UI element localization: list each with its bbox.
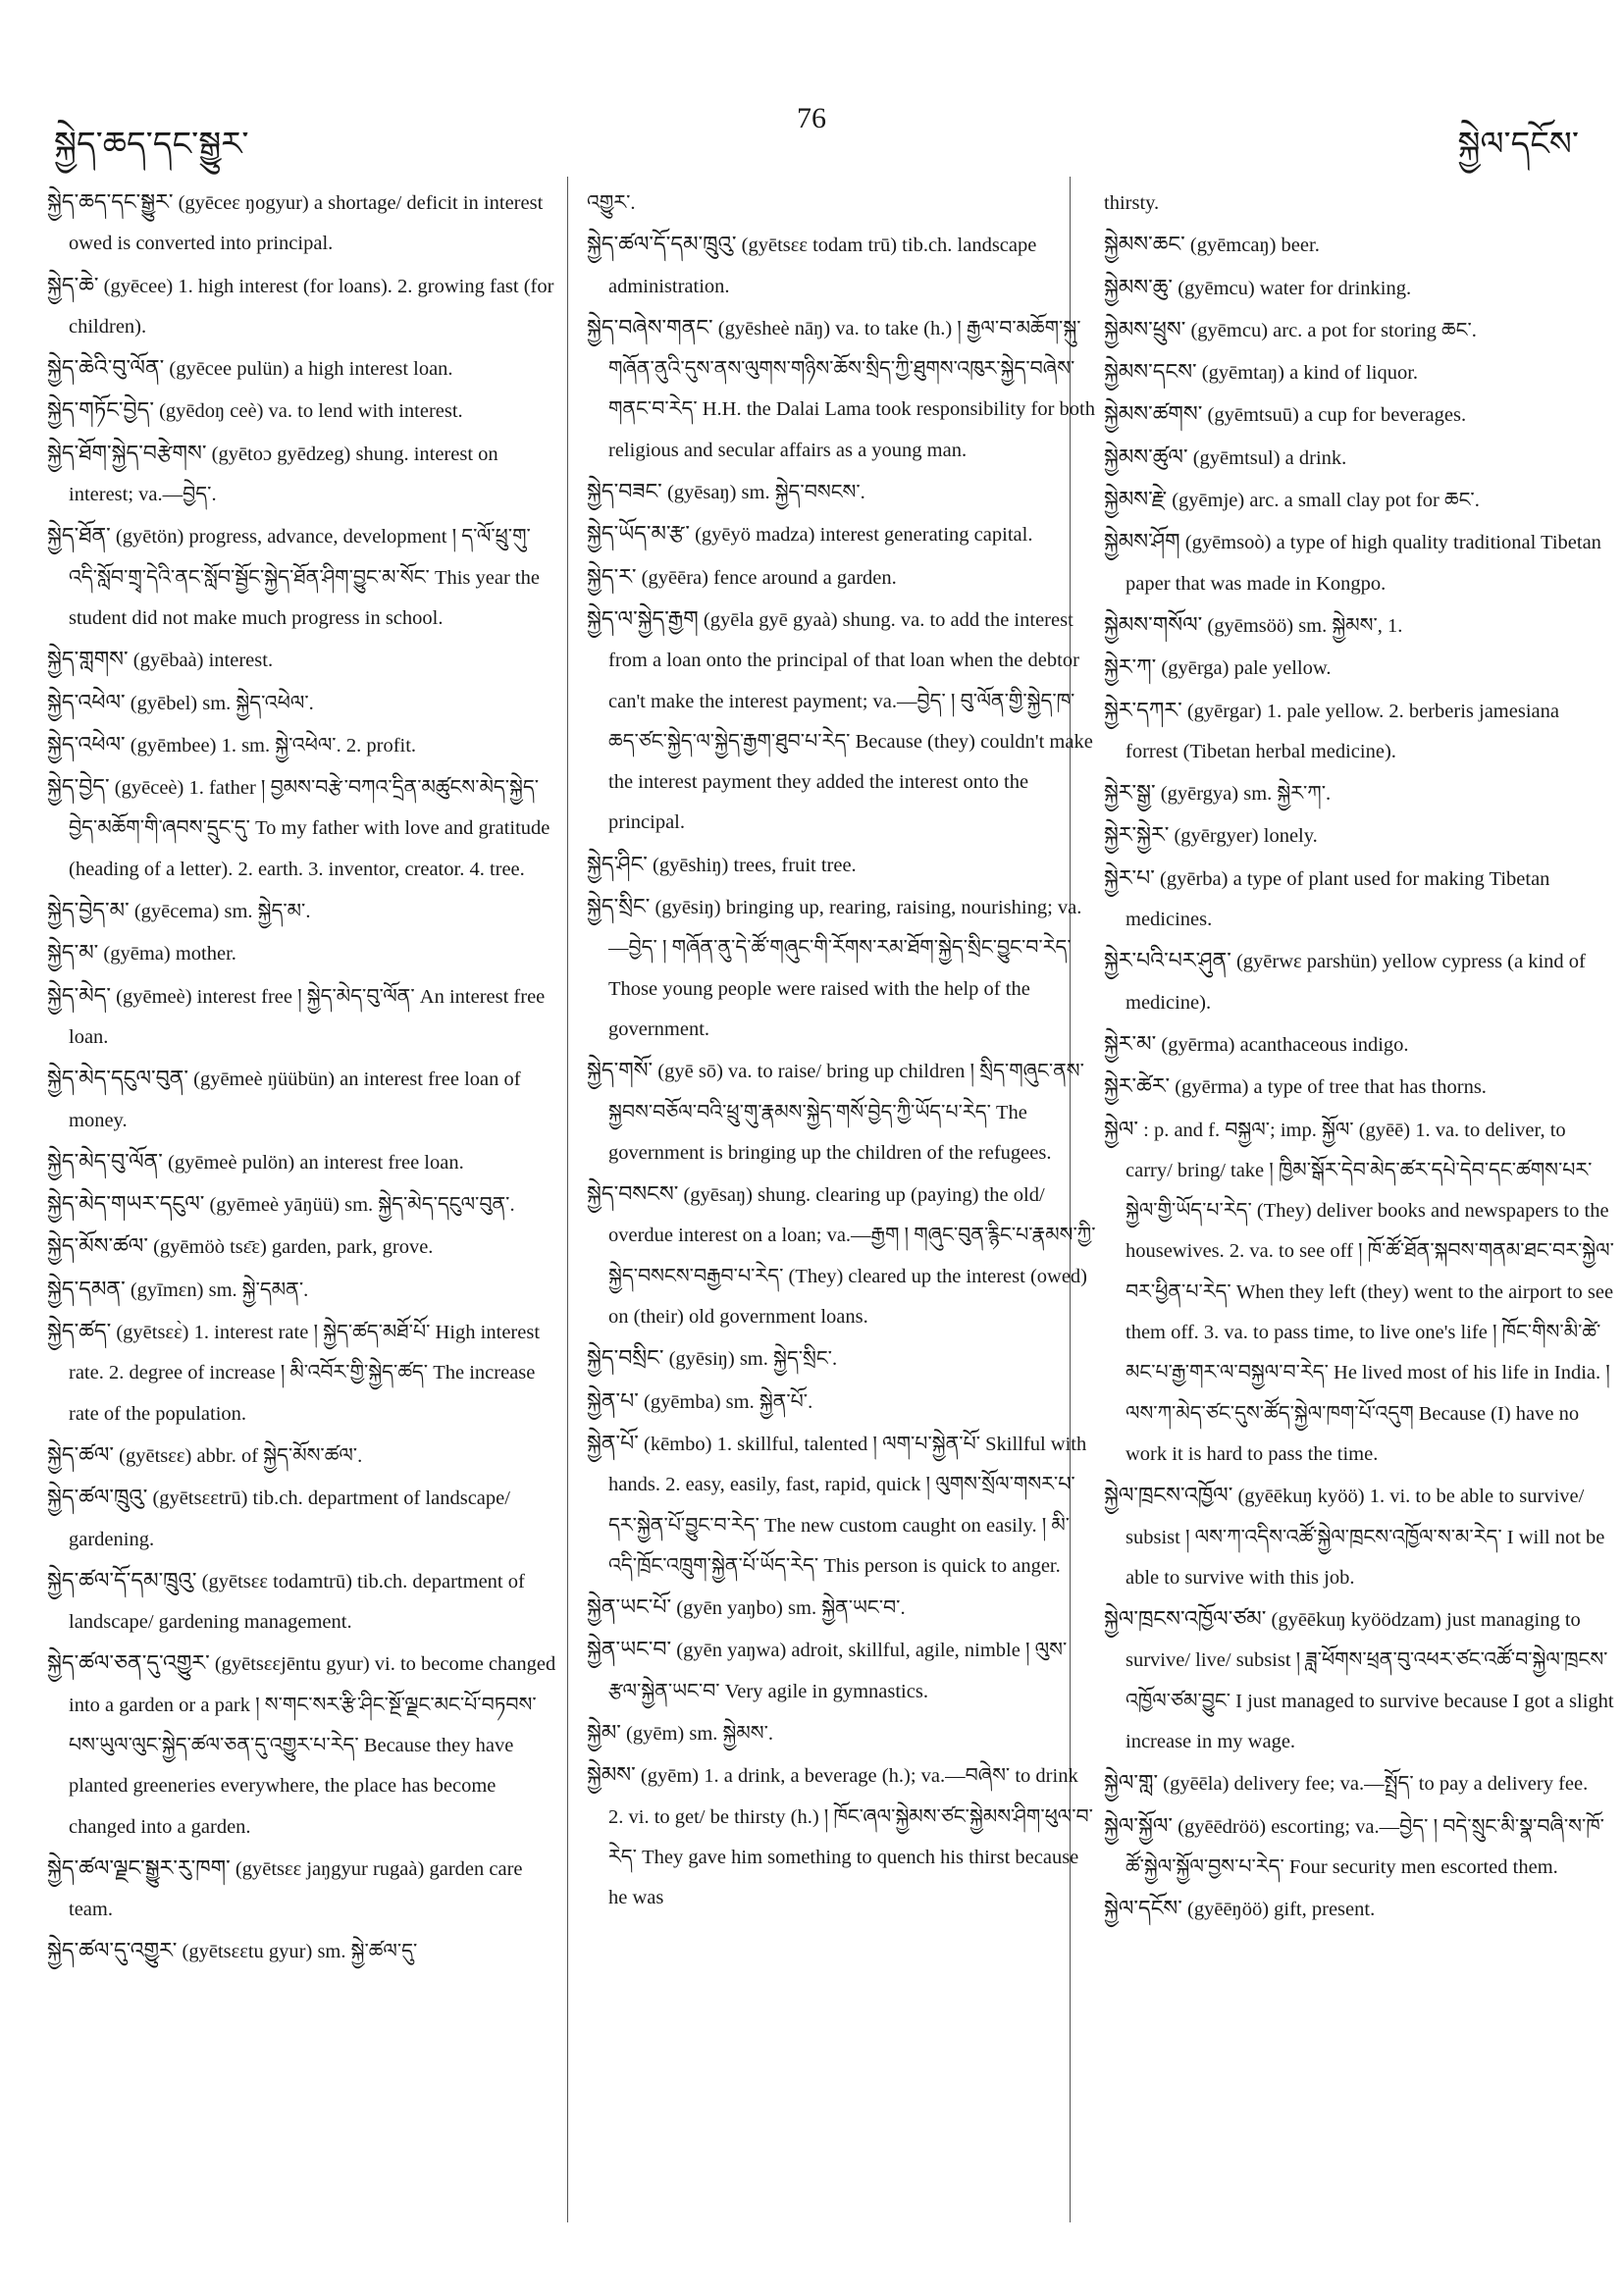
entry-headword: སྐྱེད་བསྲིང་ bbox=[587, 1345, 664, 1371]
entry-definition: a type of tree that has thorns. bbox=[1253, 1076, 1487, 1099]
entry-pronunciation: (gyēmba) bbox=[644, 1390, 721, 1413]
dictionary-column-2 bbox=[587, 182, 1097, 1918]
dictionary-entry bbox=[587, 1754, 1097, 1918]
entry-definition: water for drinking. bbox=[1259, 277, 1412, 299]
entry-definition: interest. bbox=[208, 650, 274, 672]
entry-pronunciation: (gyērma) bbox=[1161, 1033, 1235, 1056]
entry-headword: སྐྱེད་གསོ་ bbox=[587, 1058, 654, 1083]
dictionary-entry bbox=[587, 1712, 1097, 1754]
entry-headword: སྐྱེད་གཏོང་བྱེད་ bbox=[47, 397, 154, 423]
entry-definition: delivery fee; va.—སྤྲོད་ to pay a delivery fee. bbox=[1233, 1773, 1589, 1796]
entry-pronunciation: (gyētsɛɛ todamtrū) bbox=[201, 1570, 352, 1592]
entry-headword: སྐྱེར་པའི་པར་ཤུན་ bbox=[1104, 948, 1231, 973]
entry-pronunciation: (gyēmcaŋ) bbox=[1189, 235, 1277, 257]
entry-headword: སྐྱེད་གླགས་ bbox=[47, 647, 129, 672]
entry-headword: སྐྱེད་མེད་བུ་ལོན་ bbox=[47, 1148, 163, 1174]
entry-definition: 1. skillful, talented ། ལག་པ་སྐྱེན་པོ་ Skillful with hands. 2. easy, easily, fast, rapid, quick ། ལུགས་སྲོལ་གསར་པ་དར་སྐྱེན་པོ་བྱུང་བ་རེད་ The new custom caught on easily. ། མི་འདི་ཁྲོང་འཁྲུག་སྐྱེན་པོ་ཡོད་རེད་ This person is quick to anger. bbox=[608, 1433, 1087, 1577]
entry-definition: interest generating capital. bbox=[819, 524, 1033, 547]
entry-headword: སྐྱེར་སྐྱེར་ bbox=[1104, 822, 1170, 848]
dictionary-entry bbox=[1104, 224, 1614, 266]
entry-pronunciation: (gyēceè) bbox=[114, 777, 184, 800]
entry-pronunciation: (gyētsɛɛ̀) bbox=[116, 1322, 189, 1344]
dictionary-entry bbox=[47, 1643, 557, 1847]
entry-definition: vi. to become changed into a garden or a park ། ས་གང་སར་རྩི་ཤིང་སྔོ་ལྗང་མང་པོ་བཏབས་པས་ཡུལ་ལུང་སྐྱེད་ཚལ་ཅན་དུ་འགྱུར་པ་རེད་ Because they have planted greeneries everywhere, the place has become changed into a garden. bbox=[69, 1653, 556, 1838]
entry-pronunciation: (gyērba) bbox=[1160, 867, 1229, 890]
entry-definition: an interest free loan. bbox=[299, 1151, 464, 1174]
entry-headword: སྐྱེད་ཐོན་ bbox=[47, 523, 111, 548]
entry-headword: སྐྱེད་ཚལ་ bbox=[47, 1441, 115, 1467]
entry-pronunciation: (gyēma) bbox=[103, 943, 171, 965]
entry-definition: sm. སྐྱེམས་. bbox=[689, 1722, 774, 1745]
dictionary-entry bbox=[1104, 437, 1614, 479]
entry-pronunciation: (gyēshiŋ) bbox=[653, 854, 729, 876]
entry-definition: 1. sm. སྐྱེ་འཕེལ་. 2. profit. bbox=[221, 734, 417, 757]
entry-definition: a type of plant used for making Tibetan medicines. bbox=[1126, 867, 1550, 931]
entry-definition: just managing to survive/ live/ subsist ། ཟླ་ཕོགས་ཕྲན་བུ་འཕར་ཙང་འཚོ་བ་སྐྱེལ་ཁྲངས་འཁྱོལ་ཙམ་བྱུང་ I just managed to survive because I got a slight increase in my wage. bbox=[1126, 1609, 1614, 1752]
dictionary-entry bbox=[587, 599, 1097, 844]
entry-pronunciation: (gyērgar) bbox=[1186, 700, 1262, 722]
entry-definition: shung. va. to add the interest from a loan onto the principal of that loan when the debtor can't make the interest payment; va.—བྱེད་ ། བུ་ལོན་གྱི་སྐྱེད་ཁ་ཆད་ཙང་སྐྱེད་ལ་སྐྱེད་རྒྱག་ཐུབ་པ་རེད་ Because (they) couldn't make the interest payment they added the interest onto the principal. bbox=[608, 608, 1093, 834]
entry-headword: སྐྱེར་མ་ bbox=[1104, 1030, 1157, 1056]
entry-definition: trees, fruit tree. bbox=[733, 854, 857, 876]
entry-pronunciation: (gyēm) bbox=[626, 1722, 685, 1745]
dictionary-entry bbox=[1104, 393, 1614, 436]
page-header bbox=[0, 98, 1623, 163]
entry-definition: tib.ch. department of landscape/ gardening management. bbox=[69, 1570, 525, 1634]
entry-definition: garden care team. bbox=[69, 1857, 523, 1921]
dictionary-entry bbox=[47, 766, 557, 890]
entry-definition: sm. སྐྱེར་ཀ་. bbox=[1243, 783, 1332, 806]
entry-pronunciation: (gyēmeè yāŋüü) bbox=[209, 1194, 340, 1217]
entry-definition: sm. སྐྱེན་ཡང་བ་. bbox=[788, 1597, 906, 1620]
entry-definition: pale yellow. bbox=[1233, 657, 1332, 680]
entry-definition: va. to lend with interest. bbox=[268, 400, 463, 423]
dictionary-column-3 bbox=[1104, 182, 1614, 1930]
dictionary-entry bbox=[1104, 267, 1614, 309]
right-guide-word: སྐྱེལ་དངོས་ bbox=[1457, 127, 1579, 163]
dictionary-entry bbox=[587, 224, 1097, 307]
entry-headword: སྐྱེལ་ཁྲངས་འཁྱོལ་ཙམ་ bbox=[1104, 1606, 1267, 1632]
entry-pronunciation: (gyētsɛɛtu gyur) bbox=[182, 1941, 313, 1963]
dictionary-entry bbox=[587, 1629, 1097, 1712]
entry-definition: garden, park, grove. bbox=[271, 1236, 434, 1259]
entry-headword: སྐྱེད་ཚལ་དོ་དམ་ཁྲུའུ་ bbox=[587, 232, 737, 257]
entry-pronunciation: (gyēmeè ŋüübün) bbox=[193, 1069, 336, 1091]
dictionary-entry bbox=[587, 471, 1097, 513]
entry-definition: arc. a small clay pot for ཆང་. bbox=[1249, 490, 1480, 512]
dictionary-entry bbox=[1104, 772, 1614, 814]
entry-headword: སྐྱེད་ཚད་ bbox=[47, 1319, 112, 1344]
entry-headword: སྐྱེད་ཚལ་དོ་དམ་ཁྲུའུ་ bbox=[47, 1567, 197, 1592]
entry-definition: va. to take (h.) ། རྒྱལ་བ་མཆོག་སྐུ་གཞོན་ནུའི་དུས་ནས་ལུགས་གཉིས་ཆོས་སྲིད་ཀྱི་ཐུགས་འཁུར་སྐྱེད་བཞེས་གནང་བ་རེད་ H.H. the Dalai Lama took responsibility for both religious and secular affairs as a young man. bbox=[608, 317, 1095, 461]
entry-pronunciation: (gyēsaŋ) bbox=[666, 482, 737, 504]
entry-pronunciation: (gyērma) bbox=[1175, 1076, 1249, 1099]
dictionary-entry bbox=[47, 975, 557, 1059]
dictionary-entry bbox=[1104, 1023, 1614, 1066]
dictionary-entry bbox=[1104, 858, 1614, 941]
entry-headword: སྐྱེད་ཆེའི་བུ་ལོན་ bbox=[47, 355, 165, 381]
entry-definition: tib.ch. landscape administration. bbox=[608, 235, 1037, 297]
entry-definition: a high interest loan. bbox=[293, 358, 453, 381]
entry-headword: སྐྱེམས་རྗེ་ bbox=[1104, 487, 1168, 512]
entry-definition: escorting; va.—བྱེད་ ། བདེ་སྲུང་མི་སྣ་བཞི་ས་ཁོ་ཚོ་སྐྱེལ་སྐྱོལ་བྱས་པ་རེད་ Four security men escorted them. bbox=[1126, 1815, 1604, 1878]
entry-definition: sm. སྐྱེད་སྲིང་. bbox=[739, 1348, 838, 1371]
dictionary-entry bbox=[587, 307, 1097, 471]
entry-definition: lonely. bbox=[1263, 825, 1318, 848]
entry-definition: bringing up, rearing, raising, nourishing; va.—བྱེད་ ། གཞོན་ནུ་དེ་ཚོ་གཞུང་གི་རོགས་རམ་ཐོག་སྐྱེད་སྲིང་བྱུང་བ་རེད་ Those young people were raised with the help of the government. bbox=[608, 897, 1082, 1040]
entry-definition: an interest free loan of money. bbox=[69, 1069, 521, 1131]
entry-headword: སྐྱེམས་ཚུལ་ bbox=[1104, 444, 1188, 469]
entry-definition: thirsty. bbox=[1104, 192, 1160, 214]
entry-pronunciation: (gyēmtsuū) bbox=[1207, 404, 1299, 427]
entry-pronunciation: (gyēsiŋ) bbox=[668, 1348, 735, 1371]
entry-definition: 1. interest rate ། སྐྱེད་ཚད་མཐོ་པོ་ High interest rate. 2. degree of increase ། མི་འབོར་གྱི་སྐྱེད་ཚད་ The increase rate of the population. bbox=[69, 1322, 541, 1425]
entry-definition: sm. སྐྱེད་མེད་དངུལ་བུན་. bbox=[344, 1194, 515, 1217]
entry-pronunciation: (gyēn yaŋwa) bbox=[676, 1640, 787, 1662]
entry-pronunciation: (gyēēkuŋ kyöödzam) bbox=[1271, 1609, 1442, 1632]
entry-headword: སྐྱེད་ཆེ་ bbox=[47, 272, 99, 297]
entry-headword: སྐྱེར་སྒྱ་ bbox=[1104, 780, 1156, 806]
entry-headword: སྐྱེད་ཐོག་སྐྱེད་བརྩེགས་ bbox=[47, 440, 207, 465]
entry-pronunciation: (gyīmɛn) bbox=[130, 1278, 204, 1301]
entry-headword: སྐྱེད་མེད་ bbox=[47, 982, 112, 1008]
entry-headword: སྐྱེན་ཡང་བ་ bbox=[587, 1637, 672, 1662]
entry-headword: སྐྱེམས་དངས་ bbox=[1104, 359, 1197, 385]
dictionary-entry bbox=[47, 1183, 557, 1226]
entry-pronunciation: (gyēmcu) bbox=[1178, 277, 1255, 299]
entry-definition: : p. and f. བསྐྱལ་; imp. སྐྱོལ་ (gyēē) 1. va. to deliver, to carry/ bring/ take ། ཁྱིམ་སྒོར་དེབ་མེད་ཚར་དཔེ་དེབ་དང་ཚགས་པར་སྐྱེལ་གྱི་ཡོད་པ་རེད་ (They) deliver books and newspapers to the housewives. 2. va. to see off ། ཁོ་ཚོ་ཐོན་སྐབས་གནམ་ཐང་བར་སྐྱེལ་བར་ཕྱིན་པ་རེད་ When they left (they) went to the airport to see them off. 3. va. to pass time, to live one's life ། ཁོང་གིས་མི་ཚེ་མང་པ་རྒྱ་གར་ལ་བསྐྱལ་བ་རེད་ He lived most of his life in India. ། ལས་ཀ་མེད་ཙང་དུས་ཚོད་སྐྱེལ་ཁག་པོ་འདུག Because (I) have no work it is hard to pass the time. bbox=[1126, 1119, 1614, 1465]
entry-headword: སྐྱེལ་ཁྲངས་འཁྱོལ་ bbox=[1104, 1483, 1233, 1508]
entry-pronunciation: (gyēcee) bbox=[103, 275, 174, 297]
entry-headword: སྐྱེད་ཡོད་མ་རྩ་ bbox=[587, 521, 690, 547]
dictionary-entry bbox=[47, 1226, 557, 1268]
entry-headword: སྐྱེད་མེད་གཡར་དངུལ་ bbox=[47, 1191, 205, 1217]
entry-headword: སྐྱེམས་ཤོག bbox=[1104, 529, 1180, 554]
entry-headword: སྐྱེད་བྱེད་ bbox=[47, 774, 110, 800]
dictionary-entry bbox=[47, 515, 557, 639]
entry-definition: sm. སྐྱེད་མ་. bbox=[224, 901, 311, 923]
column-divider bbox=[567, 177, 568, 2222]
dictionary-entry bbox=[47, 890, 557, 932]
entry-definition: tib.ch. department of landscape/ gardening. bbox=[69, 1487, 510, 1550]
entry-definition: sm. སྐྱེ་ཚལ་དུ་ bbox=[317, 1941, 418, 1963]
entry-pronunciation: (gyēn yaŋbo) bbox=[676, 1597, 783, 1620]
entry-definition: sm. སྐྱེ་དམན་. bbox=[208, 1278, 309, 1301]
entry-pronunciation: (gyētoɔ gyēdzeg) bbox=[211, 443, 351, 465]
entry-headword: སྐྱེད་མོས་ཚལ་ bbox=[47, 1233, 148, 1259]
entry-headword: སྐྱེད་ཚལ་ལྗང་སྒྱུར་རུ་ཁག་ bbox=[47, 1854, 231, 1880]
entry-headword: སྐྱེད་བཟང་ bbox=[587, 479, 662, 504]
dictionary-entry bbox=[1104, 814, 1614, 857]
entry-pronunciation: (gyēyö madza) bbox=[695, 524, 815, 547]
entry-pronunciation: (gyērgyer) bbox=[1174, 825, 1259, 848]
dictionary-entry bbox=[1104, 1762, 1614, 1804]
entry-headword: སྐྱེར་ཚེར་ bbox=[1104, 1073, 1171, 1099]
entry-definition: shung. interest on interest; va.—བྱེད་. bbox=[69, 443, 498, 506]
entry-pronunciation: (gyēēla) bbox=[1163, 1773, 1230, 1796]
entry-definition: mother. bbox=[175, 943, 236, 965]
entry-headword: སྐྱེད་དམན་ bbox=[47, 1276, 126, 1301]
entry-definition: yellow cypress (a kind of medicine). bbox=[1126, 951, 1586, 1014]
entry-definition: 1. father ། བྱམས་བརྩེ་བཀའ་དྲིན་མཚུངས་མེད་སྐྱེད་བྱེད་མཆོག་གི་ཞབས་དྲུང་དུ་ To my father with love and gratitude (heading of a letter). 2. earth. 3. inventor, creator. 4. tree. bbox=[69, 777, 550, 880]
entry-pronunciation: (gyēm) bbox=[640, 1765, 700, 1788]
entry-pronunciation: (gyēmöò tsɛ̄ɛ) bbox=[153, 1236, 267, 1259]
dictionary-entry bbox=[47, 390, 557, 432]
entry-headword: སྐྱེལ་གླ་ bbox=[1104, 1770, 1159, 1796]
entry-pronunciation: (gyēceɛ ŋogyur) bbox=[178, 192, 309, 214]
dictionary-entry bbox=[47, 682, 557, 724]
entry-headword: སྐྱེད་སྲིང་ bbox=[587, 894, 651, 919]
entry-pronunciation: (gyētsɛɛ todam trū) bbox=[741, 235, 898, 257]
dictionary-entry bbox=[1104, 1066, 1614, 1108]
entry-pronunciation: (gyēēŋöö) bbox=[1187, 1899, 1270, 1921]
entry-definition: a drink. bbox=[1284, 446, 1347, 469]
entry-definition: 1. vi. to be able to survive/ subsist ། ལས་ཀ་འདིས་འཚོ་སྐྱེལ་ཁྲངས་འཁྱོལ་ས་མ་རེད་ I will not be able to survive with this job. bbox=[1126, 1486, 1605, 1589]
entry-headword: སྐྱེམས་ཚགས་ bbox=[1104, 401, 1203, 427]
entry-pronunciation: (gyēmtaŋ) bbox=[1201, 362, 1284, 385]
dictionary-entry bbox=[47, 1930, 557, 1972]
entry-headword: སྐྱེད་བཞེས་གནང་ bbox=[587, 314, 713, 339]
dictionary-entry bbox=[47, 1435, 557, 1477]
entry-headword: སྐྱེད་ཚལ་དུ་འགྱུར་ bbox=[47, 1938, 178, 1963]
entry-headword: སྐྱེད་ཚལ་ཅན་དུ་འགྱུར་ bbox=[47, 1650, 210, 1676]
dictionary-entry bbox=[1104, 690, 1614, 773]
entry-pronunciation: (gyētsɛɛtrū) bbox=[152, 1487, 248, 1510]
dictionary-entry bbox=[587, 1587, 1097, 1629]
entry-headword: སྐྱེད་ཆད་དང་སྒྱུར་ bbox=[47, 189, 174, 214]
entry-definition: sm. སྐྱེན་པོ་. bbox=[725, 1390, 813, 1413]
dictionary-entry bbox=[47, 1848, 557, 1931]
entry-definition: a cup for beverages. bbox=[1304, 404, 1467, 427]
entry-pronunciation: (gyēmtsul) bbox=[1192, 446, 1281, 469]
dictionary-entry bbox=[1104, 1805, 1614, 1889]
entry-pronunciation: (gyērgya) bbox=[1160, 783, 1239, 806]
entry-pronunciation: (gyēmeè pulön) bbox=[168, 1151, 295, 1174]
dictionary-entry bbox=[47, 1311, 557, 1435]
entry-headword: སྐྱེད་འཕེལ་ bbox=[47, 689, 126, 714]
entry-headword: སྐྱེམས་ཆང་ bbox=[1104, 232, 1185, 257]
entry-pronunciation: (gyētsɛɛ jaŋgyur rugaà) bbox=[235, 1857, 425, 1880]
dictionary-entry bbox=[47, 932, 557, 974]
dictionary-entry bbox=[47, 1269, 557, 1311]
entry-definition: a type of high quality traditional Tibetan paper that was made in Kongpo. bbox=[1126, 532, 1601, 595]
entry-pronunciation: (gyētön) bbox=[115, 526, 184, 548]
dictionary-entry bbox=[587, 1381, 1097, 1423]
entry-definition: a kind of liquor. bbox=[1289, 362, 1419, 385]
dictionary-column-1 bbox=[47, 182, 557, 1973]
entry-headword: སྐྱེལ་དངོས་ bbox=[1104, 1896, 1182, 1921]
dictionary-entry bbox=[47, 265, 557, 348]
entry-headword: སྐྱེན་ཡང་པོ་ bbox=[587, 1594, 672, 1620]
entry-pronunciation: (gyēcema) bbox=[133, 901, 220, 923]
dictionary-entry bbox=[1104, 604, 1614, 647]
entry-headword: སྐྱེམ་ bbox=[587, 1719, 621, 1745]
entry-headword: སྐྱེད་མེད་དངུལ་བུན་ bbox=[47, 1066, 188, 1091]
page-number: 76 bbox=[797, 102, 826, 134]
entry-pronunciation: (gyēbel) bbox=[130, 692, 198, 714]
entry-definition: acanthaceous indigo. bbox=[1239, 1033, 1409, 1056]
entry-pronunciation: (gyēmsöö) bbox=[1207, 614, 1294, 637]
entry-definition: sm. སྐྱེད་བསངས་. bbox=[741, 482, 865, 504]
dictionary-entry bbox=[1104, 1888, 1614, 1930]
entry-headword: སྐྱེམས་ཕྲུས་ bbox=[1104, 316, 1186, 341]
dictionary-entry bbox=[1104, 940, 1614, 1023]
dictionary-entry bbox=[1104, 521, 1614, 604]
entry-definition: shung. clearing up (paying) the old/ overdue interest on a loan; va.—རྒྱག ། གཞུང་བུན་རྙིང་པ་རྣམས་ཀྱི་སྐྱེད་བསངས་བརྒྱབ་པ་རེད་ (They) cleared up the interest (owed) on (their) old government loans. bbox=[608, 1184, 1096, 1329]
dictionary-entry bbox=[587, 556, 1097, 599]
dictionary-entry bbox=[47, 1477, 557, 1560]
entry-pronunciation: (gyē sō) bbox=[657, 1061, 723, 1083]
entry-pronunciation: (gyērwɛ parshün) bbox=[1235, 951, 1378, 973]
entry-definition: འགྱུར་. bbox=[587, 192, 636, 214]
entry-pronunciation: (gyēmbee) bbox=[130, 734, 217, 757]
entry-definition: progress, advance, development ། ད་ལོ་ཕྲུ་གུ་འདི་སློབ་གྲྭ་དེའི་ནང་སློབ་སྦྱོང་སྐྱེད་ཐོན་ཤིག་བྱུང་མ་སོང་ This year the student did not make much progress in school. bbox=[69, 526, 540, 629]
entry-pronunciation: (gyētsɛɛ) bbox=[119, 1444, 192, 1467]
entry-definition: interest free ། སྐྱེད་མེད་བུ་ལོན་ An interest free loan. bbox=[69, 985, 546, 1048]
entry-definition: adroit, skillful, agile, nimble ། ལུས་རྩལ་སྐྱེན་ཡང་བ་ Very agile in gymnastics. bbox=[608, 1640, 1068, 1702]
dictionary-entry bbox=[1104, 182, 1614, 224]
entry-definition: abbr. of སྐྱེད་མོས་ཚལ་. bbox=[196, 1444, 363, 1467]
dictionary-entry bbox=[1104, 309, 1614, 351]
dictionary-entry bbox=[47, 433, 557, 516]
dictionary-entry bbox=[587, 1174, 1097, 1337]
entry-pronunciation: (kēmbo) bbox=[644, 1433, 712, 1455]
entry-headword: སྐྱེར་པ་ bbox=[1104, 864, 1155, 890]
entry-pronunciation: (gyēsiŋ) bbox=[654, 897, 721, 919]
dictionary-entry bbox=[1104, 1475, 1614, 1598]
entry-definition: beer. bbox=[1281, 235, 1320, 257]
entry-pronunciation: (gyēdoŋ ceè) bbox=[159, 400, 264, 423]
entry-headword: སྐྱེད་བྱེད་མ་ bbox=[47, 898, 130, 923]
dictionary-entry bbox=[587, 513, 1097, 555]
entry-pronunciation: (gyēbaà) bbox=[132, 650, 204, 672]
entry-headword: སྐྱེད་བསངས་ bbox=[587, 1181, 679, 1207]
entry-pronunciation: (gyēmsoò) bbox=[1184, 532, 1272, 554]
entry-pronunciation: (gyēmje) bbox=[1172, 490, 1245, 512]
dictionary-entry bbox=[587, 182, 1097, 224]
dictionary-entry bbox=[47, 347, 557, 390]
entry-definition: sm. སྐྱེད་འཕེལ་. bbox=[202, 692, 314, 714]
entry-headword: སྐྱེད་ར་ bbox=[587, 563, 637, 589]
entry-headword: སྐྱེད་མ་ bbox=[47, 940, 99, 965]
dictionary-entry bbox=[1104, 1598, 1614, 1762]
dictionary-entry bbox=[1104, 479, 1614, 521]
dictionary-entry bbox=[587, 1337, 1097, 1380]
dictionary-entry bbox=[47, 724, 557, 766]
entry-headword: སྐྱེད་ལ་སྐྱེད་རྒྱག bbox=[587, 605, 699, 631]
entry-pronunciation: (gyēmeè) bbox=[116, 985, 192, 1008]
entry-definition: va. to raise/ bring up children ། སྲིད་གཞུང་ནས་སྐྱབས་བཅོལ་བའི་ཕྲུ་གུ་རྣམས་སྐྱེད་གསོ་བྱེད་ཀྱི་ཡོད་པ་རེད་ The government is bringing up the children of the refugees. bbox=[608, 1061, 1084, 1164]
dictionary-entry bbox=[1104, 351, 1614, 393]
entry-pronunciation: (gyēmcu) bbox=[1190, 319, 1269, 341]
dictionary-entry bbox=[47, 1560, 557, 1644]
entry-headword: སྐྱེད་འཕེལ་ bbox=[47, 731, 126, 757]
entry-headword: སྐྱེར་ཀ་ bbox=[1104, 654, 1157, 680]
dictionary-entry bbox=[1104, 647, 1614, 689]
entry-pronunciation: (gyēēdröö) bbox=[1178, 1815, 1267, 1838]
entry-definition: gift, present. bbox=[1274, 1899, 1376, 1921]
dictionary-entry bbox=[587, 1423, 1097, 1587]
dictionary-entry bbox=[47, 1141, 557, 1183]
entry-headword: སྐྱེམས་ bbox=[587, 1762, 636, 1788]
dictionary-entry bbox=[1104, 1109, 1614, 1476]
dictionary-entry bbox=[47, 1058, 557, 1141]
dictionary-entry bbox=[587, 844, 1097, 886]
entry-pronunciation: (gyēcee pulün) bbox=[169, 358, 289, 381]
entry-definition: fence around a garden. bbox=[713, 566, 897, 589]
entry-pronunciation: (gyēēkuŋ kyöö) bbox=[1237, 1486, 1365, 1508]
entry-headword: སྐྱེར་དཀར་ bbox=[1104, 697, 1182, 722]
dictionary-entry bbox=[47, 182, 557, 265]
entry-headword: སྐྱེལ་ bbox=[1104, 1116, 1139, 1141]
entry-definition: 1. pale yellow. 2. berberis jamesiana forrest (Tibetan herbal medicine). bbox=[1126, 700, 1559, 762]
entry-definition: 1. a drink, a beverage (h.); va.—བཞེས་ to drink 2. vi. to get/ be thirsty (h.) ། ཁོང་ཞལ་སྐྱེམས་ཙང་སྐྱེམས་ཤིག་ཕུལ་བ་རེད་ They gave him something to quench his thirst because he was bbox=[608, 1765, 1093, 1909]
entry-headword: སྐྱེམས་ཆུ་ bbox=[1104, 274, 1174, 299]
entry-headword: སྐྱེན་པོ་ bbox=[587, 1430, 639, 1455]
dictionary-entry bbox=[587, 886, 1097, 1050]
entry-pronunciation: (gyēēra) bbox=[641, 566, 708, 589]
entry-headword: སྐྱེམས་གསོལ་ bbox=[1104, 611, 1203, 637]
entry-headword: སྐྱེད་ཤིང་ bbox=[587, 851, 648, 876]
entry-pronunciation: (gyēsheè nāŋ) bbox=[717, 317, 831, 339]
entry-definition: a shortage/ deficit in interest owed is converted into principal. bbox=[69, 192, 544, 255]
dictionary-entry bbox=[587, 1050, 1097, 1174]
entry-pronunciation: (gyēsaŋ) bbox=[683, 1184, 753, 1207]
entry-headword: སྐྱེན་པ་ bbox=[587, 1387, 639, 1413]
entry-headword: སྐྱེད་ཚལ་ཁྲུའུ་ bbox=[47, 1485, 148, 1510]
entry-pronunciation: (gyētsɛɛjēntu gyur) bbox=[214, 1653, 370, 1676]
entry-definition: 1. high interest (for loans). 2. growing fast (for children). bbox=[69, 275, 554, 338]
entry-headword: སྐྱེལ་སྐྱོལ་ bbox=[1104, 1812, 1174, 1838]
left-guide-word: སྐྱེད་ཆད་དང་སྒྱུར་ bbox=[54, 127, 249, 163]
entry-definition: arc. a pot for storing ཆང་. bbox=[1273, 319, 1477, 341]
dictionary-entry bbox=[47, 639, 557, 681]
entry-pronunciation: (gyēla gyē gyaà) bbox=[703, 608, 838, 631]
entry-pronunciation: (gyērga) bbox=[1161, 657, 1230, 680]
entry-definition: sm. སྐྱེམས་, 1. bbox=[1298, 614, 1403, 637]
